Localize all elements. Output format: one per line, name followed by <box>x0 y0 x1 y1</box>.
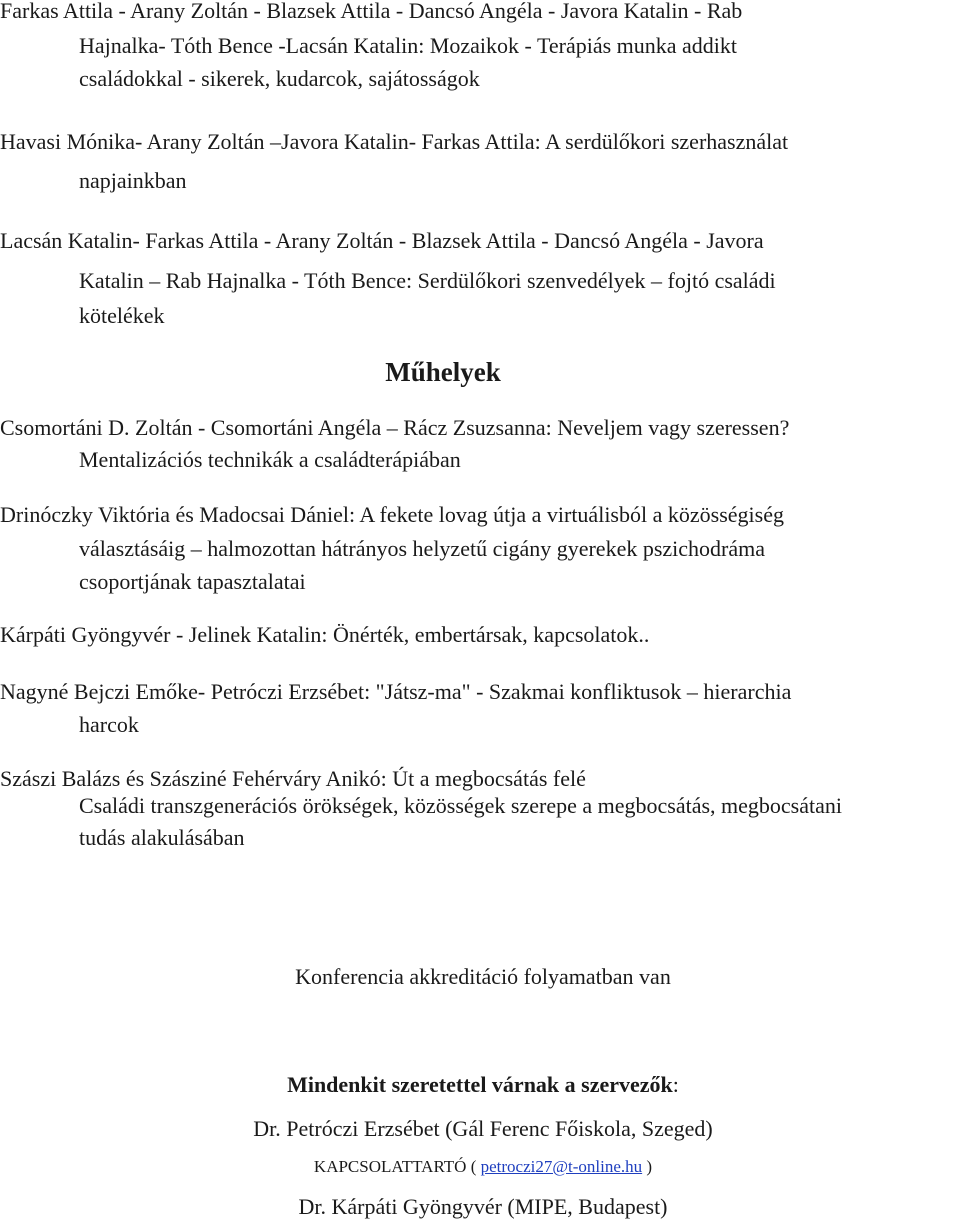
section-heading: Műhelyek <box>385 357 501 387</box>
entry-line: családokkal - sikerek, kudarcok, sajátosságok <box>79 66 480 91</box>
entry-line: Hajnalka- Tóth Bence -Lacsán Katalin: Mozaikok - Terápiás munka addikt <box>79 33 738 58</box>
workshop-line: Nagyné Bejczi Emőke- Petróczi Erzsébet: "Játsz-ma" - Szakmai konfliktusok – hierarchia <box>0 679 792 704</box>
entry-line: Havasi Mónika- Arany Zoltán –Javora Katalin- Farkas Attila: A serdülőkori szerhasználat <box>0 129 789 154</box>
contact-email-link[interactable]: petroczi27@t-online.hu <box>480 1157 643 1176</box>
invite-colon: : <box>672 1072 679 1097</box>
entry-line: Farkas Attila - Arany Zoltán - Blazsek Attila - Dancsó Angéla - Javora Katalin - Rab <box>0 0 743 23</box>
organizer-1: Dr. Petróczi Erzsébet (Gál Ferenc Főiskola, Szeged) <box>253 1116 713 1141</box>
entry-line: Katalin – Rab Hajnalka - Tóth Bence: Serdülőkori szenvedélyek – fojtó családi <box>79 268 776 293</box>
workshop-line: Kárpáti Gyöngyvér - Jelinek Katalin: Önérték, embertársak, kapcsolatok.. <box>0 622 650 647</box>
workshop-line: Családi transzgenerációs örökségek, közösségek szerepe a megbocsátás, megbocsátani <box>79 793 842 818</box>
accreditation-note: Konferencia akkreditáció folyamatban van <box>295 964 671 989</box>
contact-line <box>0 1154 960 1180</box>
entry-line: kötelékek <box>79 303 165 328</box>
invite-line <box>0 1068 960 1101</box>
workshop-line: csoportjának tapasztalatai <box>79 569 306 594</box>
workshop-line: Mentalizációs technikák a családterápiában <box>79 447 461 472</box>
workshop-line: választásáig – halmozottan hátrányos helyzetű cigány gyerekek pszichodráma <box>79 536 766 561</box>
workshop-line: tudás alakulásában <box>79 825 245 850</box>
workshop-line: harcok <box>79 712 139 737</box>
invite-text: Mindenkit szeretettel várnak a szervezők <box>287 1072 673 1097</box>
contact-close: ) <box>642 1157 653 1176</box>
entry-line: Lacsán Katalin- Farkas Attila - Arany Zoltán - Blazsek Attila - Dancsó Angéla - Javora <box>0 228 764 253</box>
workshop-line: Szászi Balázs és Szásziné Fehérváry Anikó: Út a megbocsátás felé <box>0 766 586 791</box>
entry-line: napjainkban <box>79 168 187 193</box>
workshop-line: Csomortáni D. Zoltán - Csomortáni Angéla – Rácz Zsuzsanna: Neveljem vagy szeressen? <box>0 415 790 440</box>
workshop-line: Drinóczky Viktória és Madocsai Dániel: A fekete lovag útja a virtuálisból a közösségiség <box>0 502 784 527</box>
organizer-2: Dr. Kárpáti Gyöngyvér (MIPE, Budapest) <box>298 1194 668 1219</box>
contact-label: KAPCSOLATTARTÓ ( <box>313 1157 481 1176</box>
